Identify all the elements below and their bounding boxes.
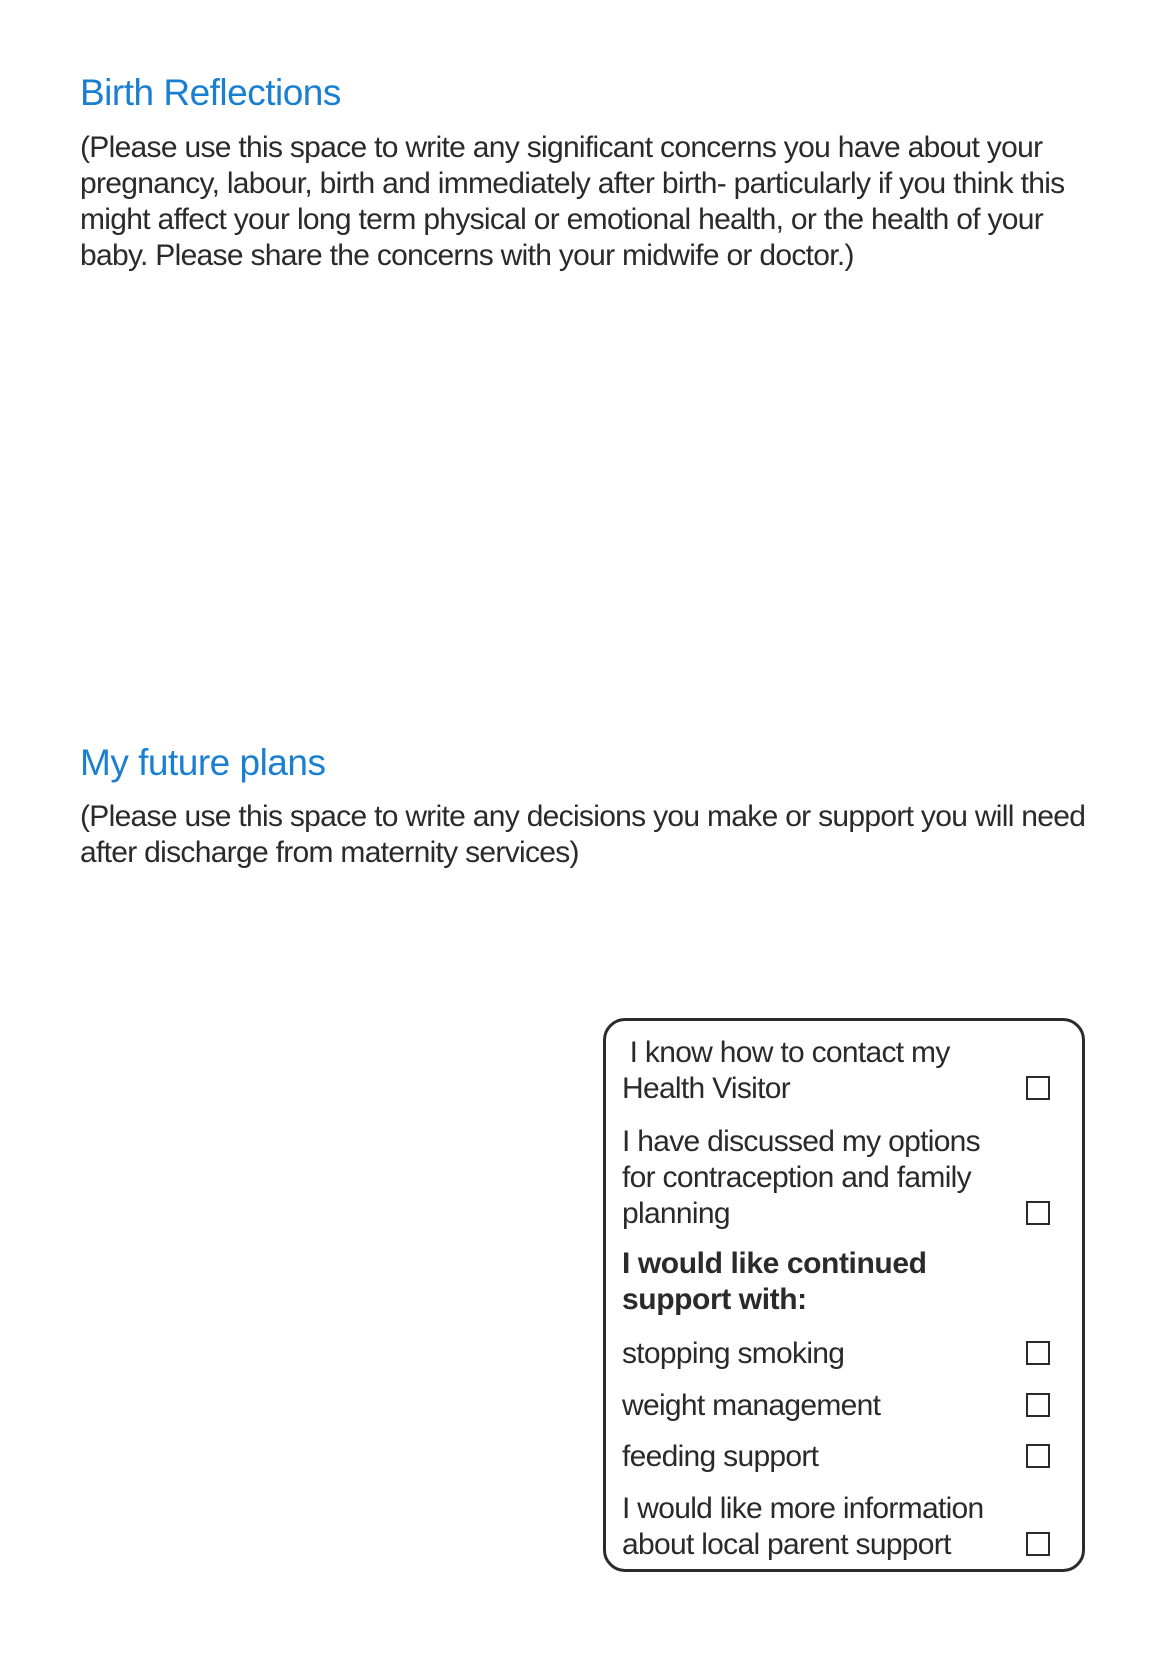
checklist-item-label: I have discussed my options for contraception and family planning [622, 1125, 980, 1230]
checklist-item-label: I know how to contact my Health Visitor [622, 1036, 950, 1105]
continued-support-heading-row [622, 1246, 1062, 1318]
checklist-item-parent-support [622, 1491, 1062, 1563]
checklist-item-label: feeding support [622, 1440, 819, 1473]
stopping-smoking-checkbox[interactable] [1026, 1341, 1050, 1365]
weight-management-checkbox[interactable] [1026, 1393, 1050, 1417]
future-plans-instructions: (Please use this space to write any decisions you make or support you will need after discharge from maternity services) [80, 800, 1086, 869]
continued-support-heading: I would like continued support with: [622, 1247, 927, 1316]
future-plans-title: My future plans [80, 742, 326, 783]
checklist-item-stopping-smoking [622, 1336, 1062, 1372]
parent-support-checkbox[interactable] [1026, 1532, 1050, 1556]
support-checklist [603, 1018, 1085, 1572]
checklist-item-label: I would like more information about local parent support [622, 1492, 984, 1561]
checklist-item-feeding-support [622, 1439, 1062, 1475]
checklist-item-health-visitor [622, 1035, 1062, 1107]
contraception-checkbox[interactable] [1026, 1201, 1050, 1225]
birth-reflections-title: Birth Reflections [80, 72, 341, 113]
checklist-item-contraception [622, 1124, 1062, 1232]
checklist-item-weight-management [622, 1388, 1062, 1424]
health-visitor-checkbox[interactable] [1026, 1076, 1050, 1100]
birth-reflections-instructions: (Please use this space to write any significant concerns you have about your pregnancy, labour, birth and immediately after birth- particularly if you think this might affect your long term physical or emotional health, or the health of your baby. Please share the concerns with your midwife or doctor.) [80, 131, 1065, 272]
feeding-support-checkbox[interactable] [1026, 1444, 1050, 1468]
checklist-item-label: stopping smoking [622, 1337, 845, 1370]
checklist-item-label: weight management [622, 1389, 881, 1422]
